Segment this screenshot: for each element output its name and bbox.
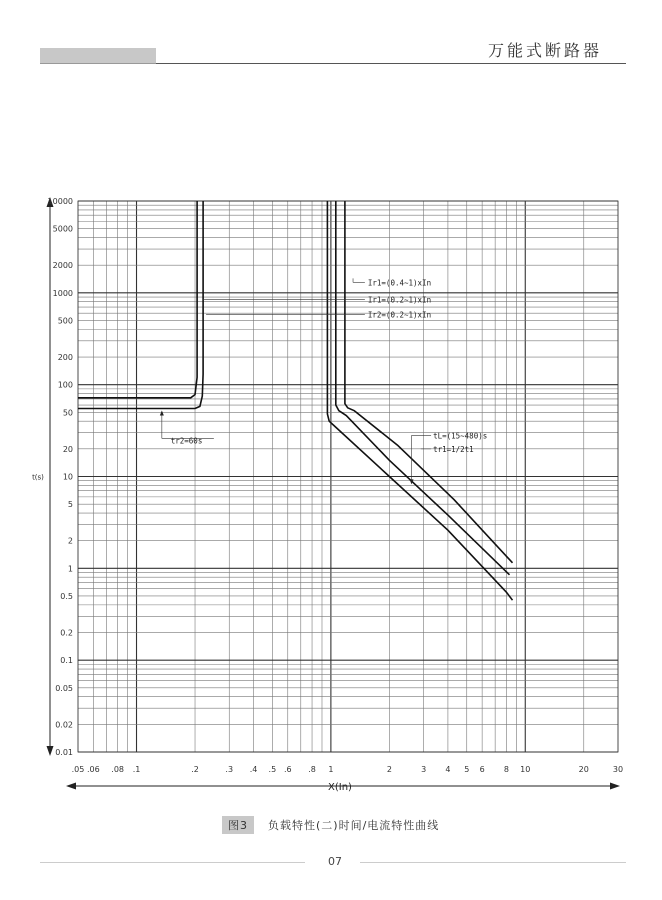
leader-arrow [160,411,164,416]
y-tick-label: 0.2 [60,628,73,638]
x-tick-label: 10 [520,765,531,774]
x-axis-arrow-right [610,783,620,790]
y-tick-label: 0.1 [60,656,73,666]
x-axis-label: X(In) [328,782,352,793]
annotation-label: Ir1=(0.4~1)xIn [367,278,432,288]
curve-long-delay-right [345,201,513,563]
x-tick-label: 2 [386,765,392,774]
footer-rule-left [40,862,305,863]
y-tick-label: 20 [62,444,73,454]
x-tick-label: 30 [612,765,624,774]
annotation-label: tL=(15~480)s [433,431,488,441]
curve-long-delay-middle [336,201,510,575]
curve-long-delay-left [327,201,512,600]
x-tick-label: .06 [87,765,100,774]
y-tick-label: 0.02 [55,720,73,730]
annotation-label: tr1=1/2t1 [433,444,474,454]
x-tick-label: 1 [328,765,334,774]
y-axis-label: t(s) [32,473,44,482]
figure-caption-text: 负载特性(二)时间/电流特性曲线 [268,819,440,832]
y-tick-label: 5 [67,500,73,510]
x-tick-label: 3 [421,765,427,774]
x-tick-label: .2 [191,765,199,774]
x-tick-label: 8 [503,765,509,774]
y-axis-arrow-bottom [47,746,54,756]
x-tick-label: .08 [111,765,125,774]
y-tick-label: 100 [57,380,73,390]
x-tick-label: .05 [71,765,85,774]
figure-label: 图3 [222,816,254,834]
y-tick-label: 0.01 [55,748,73,757]
x-tick-label: 5 [464,765,470,774]
y-tick-label: 1 [67,564,73,574]
figure-caption [222,816,439,834]
y-tick-label: 0.5 [60,591,73,601]
y-tick-label: 10000 [47,197,73,206]
y-tick-label: 50 [62,408,73,418]
x-tick-label: 4 [445,765,451,774]
x-tick-label: .3 [225,765,234,774]
chart-axes [47,197,624,790]
curve-short-delay-lower [78,201,203,409]
x-tick-label: .4 [249,765,258,774]
x-tick-label: .6 [283,765,292,774]
chart-curves [78,201,513,600]
y-tick-label: 10 [62,472,73,482]
annotation-label: Ir2=(0.2~1)xIn [367,310,432,320]
y-tick-label: 500 [57,316,73,326]
y-tick-label: 1000 [52,288,73,298]
x-tick-label: .8 [308,765,316,774]
y-tick-label: 2000 [52,261,73,271]
x-tick-label: .1 [132,765,141,774]
chart-annotations [160,278,487,484]
x-tick-label: 20 [578,765,589,774]
chart-grid [78,201,618,752]
x-tick-label: .5 [268,765,277,774]
annotation-label: Ir1=(0.2~1)xIn [367,295,432,305]
footer-rule-right [360,862,626,863]
x-tick-label: 6 [479,765,485,774]
annotation-label: tr2=60s [170,436,203,446]
y-tick-label: 200 [57,353,73,363]
x-axis-arrow-left [66,783,76,790]
curve-short-delay-upper [78,201,197,398]
page-number: 07 [328,855,342,868]
y-tick-label: 5000 [52,224,73,234]
y-tick-label: 0.05 [55,683,73,693]
page-title: 万能式断路器 [487,41,602,60]
y-tick-label: 2 [67,536,73,546]
